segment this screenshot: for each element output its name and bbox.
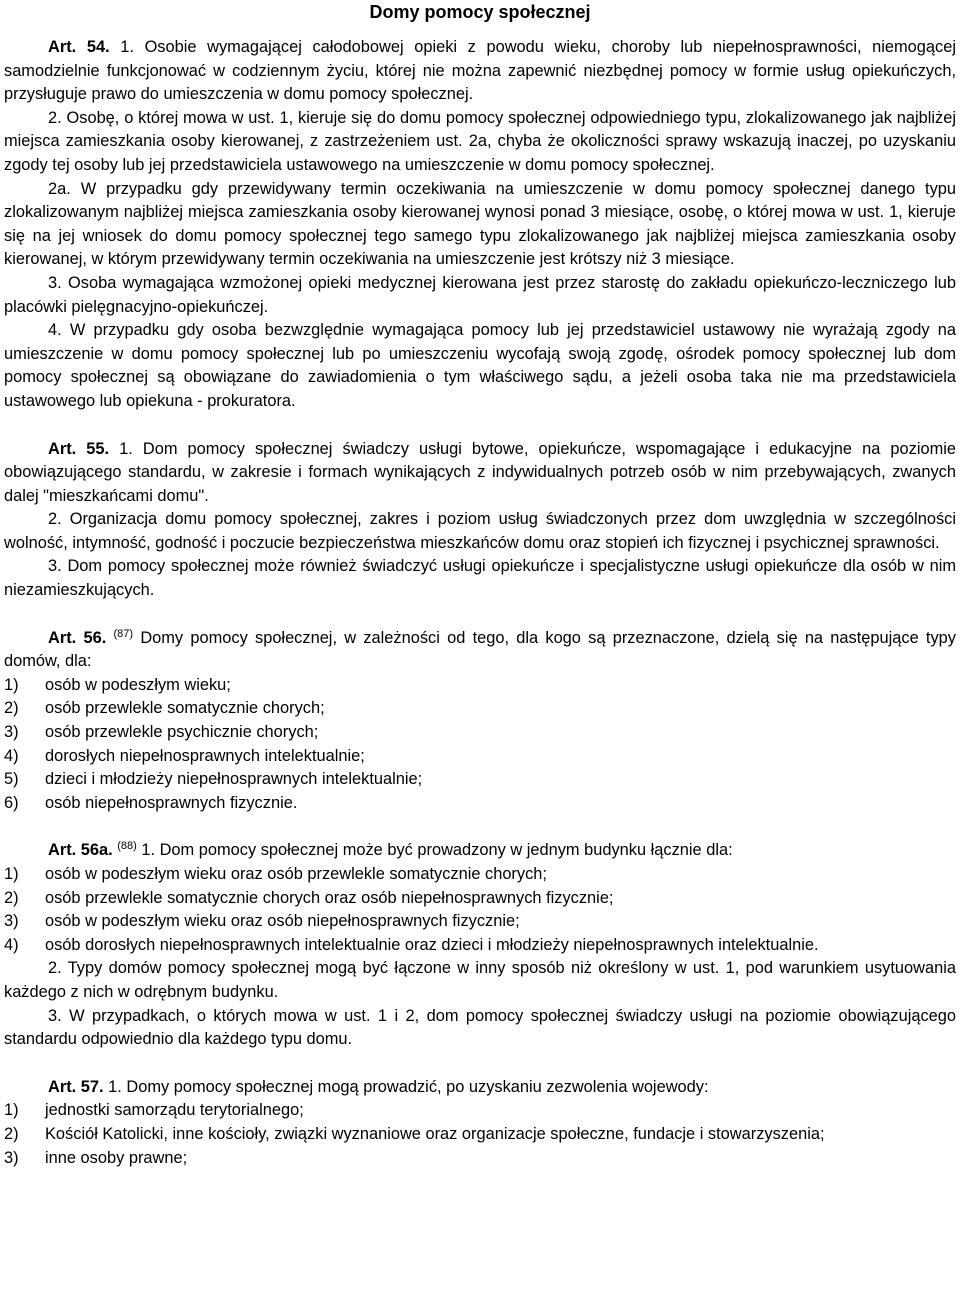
list-item [4, 768, 956, 792]
list-item-number: 2) [4, 888, 19, 907]
article-56a [4, 839, 956, 1051]
list-item-text: dorosłych niepełnosprawnych intelektualnie; [45, 746, 365, 765]
list-item-number: 5) [4, 770, 19, 789]
art56a-intro-text: 1. Dom pomocy społecznej może być prowadzony w jednym budynku łącznie dla: [141, 841, 733, 860]
art56-intro-text: Domy pomocy społecznej, w zależności od tego, dla kogo są przeznaczone, dzielą się na następujące typy domów, dla: [4, 628, 956, 671]
list-item [4, 697, 956, 721]
list-item-text: osób przewlekle psychicznie chorych; [45, 723, 319, 742]
list-item-number: 6) [4, 793, 19, 812]
list-item-number: 4) [4, 935, 19, 954]
list-item [4, 674, 956, 698]
list-item [4, 1099, 956, 1123]
art56-intro [4, 627, 956, 674]
art56-label: Art. 56. [48, 628, 107, 647]
list-item-number: 3) [4, 912, 19, 931]
article-57 [4, 1076, 956, 1170]
art54-par2a: 2a. W przypadku gdy przewidywany termin oczekiwania na umieszczenie w domu pomocy społecznej danego typu zlokalizowanym najbliżej miejsca zamieszkania osoby kierowanej wynosi ponad 3 miesiące, osobę, o której mowa w ust. 1, kieruje się na jej wniosek do domu pomocy społecznej tego samego typu zlokalizowanego jak najbliżej miejsca zamieszkania osoby kierowanej, w którym przewidywany termin oczekiwania na umieszczenie jest krótszy niż 3 miesiące. [4, 179, 956, 269]
list-item-number: 1) [4, 865, 19, 883]
list-item-number: 3) [4, 1148, 19, 1167]
list-item-text: jednostki samorządu terytorialnego; [45, 1101, 304, 1120]
list-item-text: osób dorosłych niepełnosprawnych intelektualnie oraz dzieci i młodzieży niepełnosprawnych intelektualnie. [45, 935, 819, 954]
article-55 [4, 438, 956, 603]
art55-par1 [4, 438, 956, 509]
art55-par3: 3. Dom pomocy społecznej może również świadczyć usługi opiekuńcze i specjalistyczne usługi opiekuńcze dla osób w nim niezamieszkujących. [4, 557, 956, 600]
spacer [4, 815, 956, 839]
list-item [4, 887, 956, 911]
list-item-text: osób niepełnosprawnych fizycznie. [45, 793, 298, 812]
list-item [4, 721, 956, 745]
list-item-number: 1) [4, 675, 19, 694]
art54-par3: 3. Osoba wymagająca wzmożonej opieki medycznej kierowana jest przez starostę do zakładu opiekuńczo-leczniczego lub placówki pielęgnacyjno-opiekuńczej. [4, 273, 956, 316]
art54-par1-text: Osobie wymagającej całodobowej opieki z powodu wieku, choroby lub niepełnosprawności, niemogącej samodzielnie funkcjonować w codziennym życiu, której nie można zapewnić niezbędnej pomocy w formie usług opiekuńczych, przysługuje prawo do umieszczenia w domu pomocy społecznej. [4, 38, 956, 104]
art56a-label: Art. 56a. [48, 841, 113, 860]
art56a-footnote: (88) [117, 840, 137, 853]
list-item [4, 1123, 956, 1147]
list-item-number: 2) [4, 1124, 19, 1143]
art54-label: Art. 54. [48, 38, 110, 56]
list-item-text: inne osoby prawne; [45, 1148, 188, 1167]
article-54 [4, 36, 956, 414]
art54-par1-num: 1. [120, 38, 134, 56]
document-page [4, 0, 956, 1170]
list-item-text: osób w podeszłym wieku oraz osób niepełnosprawnych fizycznie; [45, 912, 520, 931]
art56a-par2: 2. Typy domów pomocy społecznej mogą być łączone w inny sposób niż określony w ust. 1, pod warunkiem usytuowania każdego z nich w odrębnym budynku. [4, 959, 956, 1001]
art55-label: Art. 55. [48, 439, 110, 458]
spacer [4, 24, 956, 36]
list-item [4, 910, 956, 934]
list-item-number: 1) [4, 1101, 19, 1120]
art55-par2: 2. Organizacja domu pomocy społecznej, zakres i poziom usług świadczonych przez dom uwzględnia w szczególności wolność, intymność, godność i poczucie bezpieczeństwa mieszkańców domu oraz stopień ich fizycznej i psychicznej sprawności. [4, 510, 956, 552]
art56a-par3: 3. W przypadkach, o których mowa w ust. 1 i 2, dom pomocy społecznej świadczy usługi na poziomie obowiązującego standardu odpowiednio dla każdego typu domu. [4, 1006, 956, 1049]
spacer [4, 414, 956, 438]
list-item-number: 4) [4, 746, 19, 765]
list-item-text: Kościół Katolicki, inne kościoły, związki wyznaniowe oraz organizacje społeczne, fundacje i stowarzyszenia; [45, 1124, 825, 1143]
art57-intro-text: 1. Domy pomocy społecznej mogą prowadzić, po uzyskaniu zezwolenia wojewody: [108, 1077, 709, 1096]
art56a-intro [4, 839, 956, 863]
list-item [4, 792, 956, 816]
list-item-number: 2) [4, 699, 19, 718]
article-56 [4, 627, 956, 816]
list-item [4, 863, 956, 887]
art56-footnote: (87) [113, 627, 134, 640]
list-item-text: dzieci i młodzieży niepełnosprawnych intelektualnie; [45, 770, 423, 789]
list-item-text: osób w podeszłym wieku oraz osób przewlekle somatycznie chorych; [45, 865, 547, 883]
art57-label: Art. 57. [48, 1077, 104, 1096]
spacer [4, 1052, 956, 1076]
list-item [4, 745, 956, 769]
list-item-text: osób przewlekle somatycznie chorych oraz osób niepełnosprawnych fizycznie; [45, 888, 614, 907]
list-item [4, 934, 956, 958]
list-item-text: osób w podeszłym wieku; [45, 675, 231, 694]
list-item-text: osób przewlekle somatycznie chorych; [45, 699, 325, 718]
art54-par1 [4, 36, 956, 107]
list-item [4, 1147, 956, 1171]
list-item-number: 3) [4, 723, 19, 742]
art54-par4: 4. W przypadku gdy osoba bezwzględnie wymagająca pomocy lub jej przedstawiciel ustawowy nie wyrażają zgody na umieszczenie w domu pomocy społecznej lub po umieszczeniu wycofają swoją zgodę, ośrodek pomocy społecznej lub dom pomocy społecznej są obowiązane do zawiadomienia o tym właściwego sądu, a jeżeli osoba taka nie ma przedstawiciela ustawowego lub opiekuna - prokuratora. [4, 321, 956, 410]
page-title: Domy pomocy społecznej [369, 2, 591, 22]
art57-intro [4, 1076, 956, 1100]
art55-par1-text: 1. Dom pomocy społecznej świadczy usługi bytowe, opiekuńcze, wspomagające i edukacyjne na poziomie obowiązującego standardu, w zakresie i formach wynikających z indywidualnych potrzeb osób w nim przebywających, zwanych dalej "mieszkańcami domu". [4, 439, 956, 505]
spacer [4, 603, 956, 627]
art54-par2: 2. Osobę, o której mowa w ust. 1, kieruje się do domu pomocy społecznej odpowiedniego typu, zlokalizowanego jak najbliżej miejsca zamieszkania osoby kierowanej, z zastrzeżeniem ust. 2a, chyba że okoliczności sprawy wskazują inaczej, po uzyskaniu zgody tej osoby lub jej przedstawiciela ustawowego na umieszczenie w domu pomocy społecznej. [4, 108, 956, 174]
